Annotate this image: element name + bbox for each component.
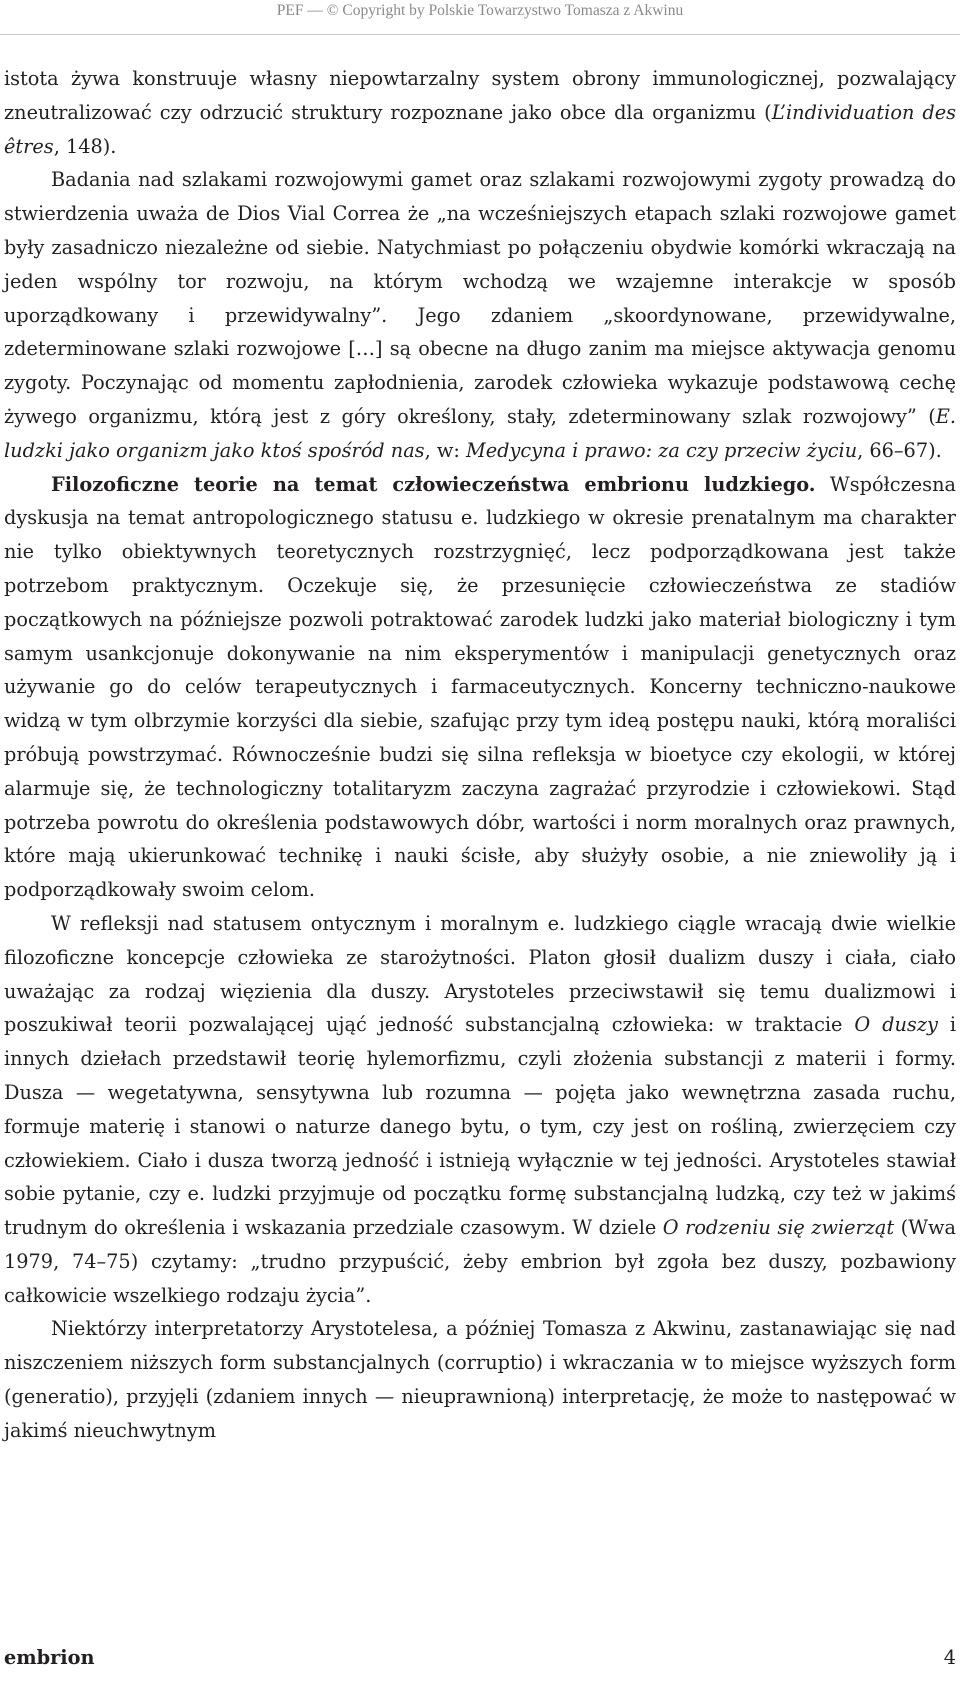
italic-title: E. ludzki jako organizm jako ktoś spośród nas [4,404,956,462]
italic-title: O duszy [854,1013,938,1037]
document-body [4,62,956,1448]
paragraph [4,62,956,163]
text-run: , w: [424,438,466,462]
paragraph [4,163,956,467]
header-divider [0,34,960,35]
footer-entry-keyword: embrion [4,1646,95,1669]
paragraph [4,907,956,1313]
text-run: i innych dziełach przedstawił teorię hylemorfizmu, czyli złożenia substancji z materii i formy. Dusza — wegetatywna, sensytywna lub rozumna — pojęta jako wewnętrzna zasada ruchu, formuje materię i stanowi o naturze danego bytu, o tym, czy jest on rośliną, zwierzęciem czy człowiekiem. Ciało i dusza tworzą jedność i istnieją wyłącznie w tej jedności. Arystoteles stawiał sobie pytanie, czy e. ludzki przyjmuje od początku formę substancjalną ludzką, czy też w jakimś trudnym do określenia i wskazania przedziale czasowym. W dziele [4,1013,956,1240]
text-run: W refleksji nad statusem ontycznym i moralnym e. ludzkiego ciągle wracają dwie wielkie filozoficzne koncepcje człowieka ze starożytności. Platon głosił dualizm duszy i ciała, ciało uważając za rodzaj więzienia dla duszy. Arystoteles przeciwstawił się temu dualizmowi i poszukiwał teorii pozwalającej ująć jedność substancjalną człowieka: w traktacie [4,911,956,1037]
copyright-header: PEF — © Copyright by Polskie Towarzystwo Tomasza z Akwinu [276,2,684,19]
page-number: 4 [943,1646,956,1669]
paragraph [4,468,956,907]
text-run: Niektórzy interpretatorzy Arystotelesa, a później Tomasza z Akwinu, zastanawiając się nad niszczeniem niższych form substancjalnych (corruptio) i wkraczania w to miejsce wyższych form (generatio), przyjęli (zdaniem innych — nieuprawnioną) interpretację, że może to następować w jakimś nieuchwytnym [4,1317,956,1442]
italic-title: O rodzeniu się zwierząt [662,1216,895,1240]
page-footer [4,1646,956,1669]
paragraph [4,1312,956,1447]
text-run: istota żywa konstruuje własny niepowtarzalny system obrony immunologicznej, pozwalający zneutralizować czy odrzucić struktury rozpoznane jako obce dla organizmu ( [4,67,956,124]
italic-title: Medycyna i prawo: za czy przeciw życiu [465,438,858,462]
section-heading: Filozoficzne teorie na temat człowieczeństwa embrionu ludzkiego. [51,472,816,496]
text-run: , 148). [53,134,117,158]
text-run: Współczesna dyskusja na temat antropologicznego statusu e. ludzkiego w okresie prenatalnym ma charakter nie tylko obiektywnych teoretycznych rozstrzygnięć, lecz podporządkowana jest także potrzebom praktycznym. Oczekuje się, że przesunięcie człowieczeństwa ze stadiów początkowych na późniejsze pozwoli potraktować zarodek ludzki jako materiał biologiczny i tym samym usankcjonuje dokonywanie na nim eksperymentów i manipulacji genetycznych oraz używanie go do celów terapeutycznych i farmaceutycznych. Koncerny techniczno-naukowe widzą w tym olbrzymie korzyści dla siebie, szafując przy tym ideą postępu nauki, którą moraliści próbują powstrzymać. Równocześnie budzi się silna refleksja w bioetyce czy ekologii, w której alarmuje się, że technologiczny totalitaryzm zaczyna zagrażać przyrodzie i człowiekowi. Stąd potrzeba powrotu do określenia podstawowych dóbr, wartości i norm moralnych oraz prawnych, które mają ukierunkować technikę i nauki ścisłe, aby służyły osobie, a nie zniewoliły ją i podporządkowały swoim celom. [4,472,956,902]
text-run: (Wwa 1979, 74–75) czytamy: „trudno przypuścić, żeby embrion był zgoła bez duszy, pozbawiony całkowicie wszelkiego rodzaju życia”. [4,1216,957,1307]
italic-title: L’individuation des êtres [4,100,957,158]
text-run: , 66–67). [857,438,942,462]
text-run: Badania nad szlakami rozwojowymi gamet oraz szlakami rozwojowymi zygoty prowadzą do stwierdzenia uważa de Dios Vial Correa że „na wcześniejszych etapach szlaki rozwojowe gamet były zasadniczo niezależne od siebie. Natychmiast po połączeniu obydwie komórki wkraczają na jeden wspólny tor rozwoju, na którym wchodzą we wzajemne interakcje w sposób uporządkowany i przewidywalny”. Jego zdaniem „skoordynowane, przewidywalne, zdeterminowane szlaki rozwojowe […] są obecne na długo zanim ma miejsce aktywacja genomu zygoty. Poczynając od momentu zapłodnienia, zarodek człowieka wykazuje podstawową cechę żywego organizmu, którą jest z góry określony, stały, zdeterminowany szlak rozwojowy” ( [4,168,956,428]
